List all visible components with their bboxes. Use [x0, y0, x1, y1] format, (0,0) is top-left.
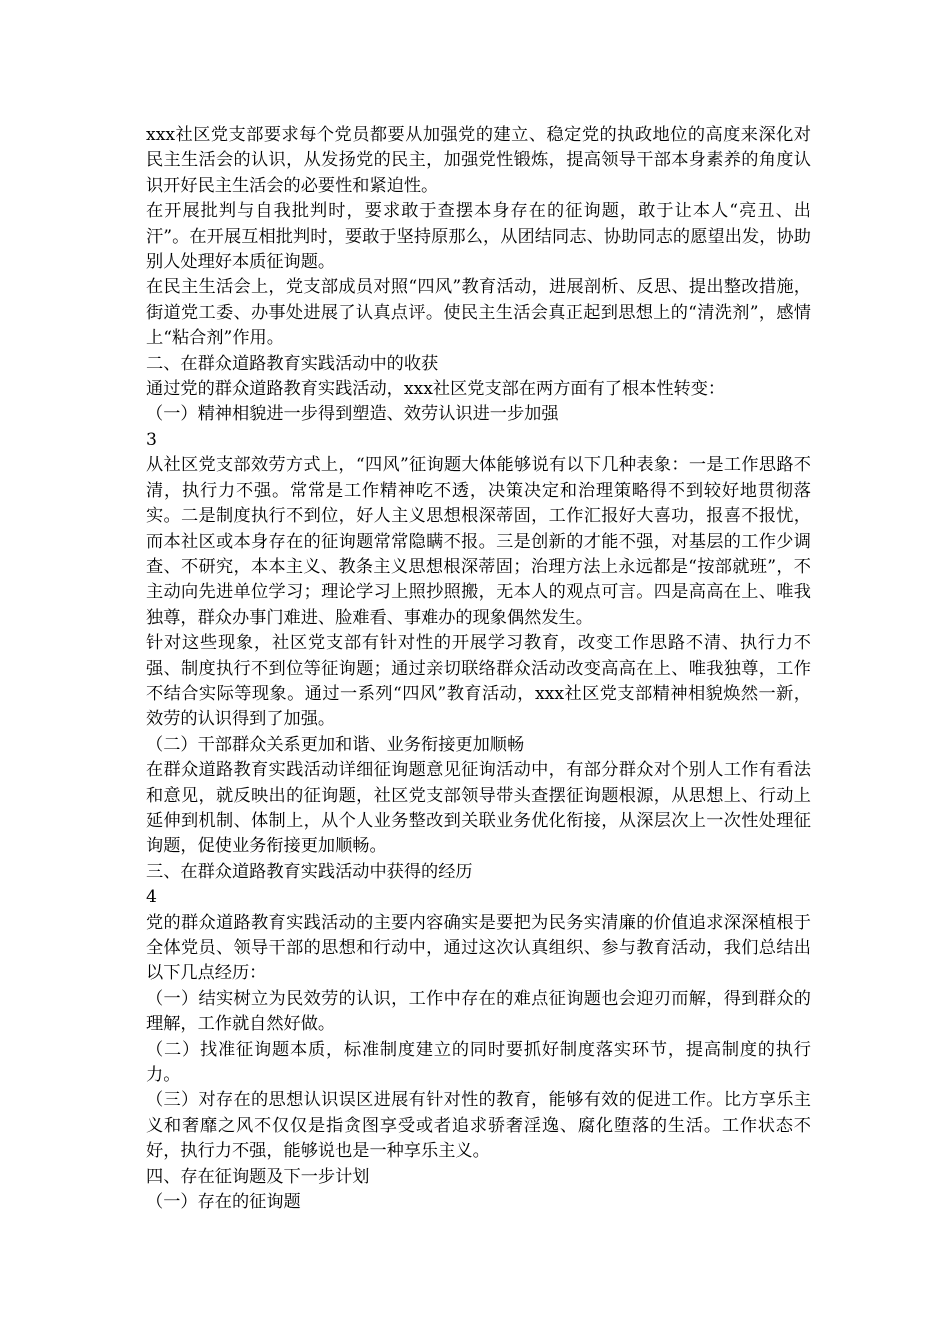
experience-item-1: （一）结实树立为民效劳的认识，工作中存在的难点征询题也会迎刃而解，得到群众的理解，工作就自然好做。	[146, 988, 811, 1035]
experience-item-3: （三）对存在的思想认识误区进展有针对性的教育，能够有效的促进工作。比方享乐主义和奢靡之风不仅仅是指贪图享受或者追求骄奢淫逸、腐化堕落的生活。工作状态不好，执行力不强，能够说也是一种享乐主义。	[146, 1090, 811, 1162]
document-page	[146, 123, 811, 1215]
page-number-3: 3	[146, 429, 157, 450]
paragraph-main-content: 党的群众道路教育实践活动的主要内容确实是要把为民务实清廉的价值追求深深植根于全体党员、领导干部的思想和行动中，通过这次认真组织、参与教育活动，我们总结出以下几点经历：	[146, 912, 811, 984]
paragraph-four-winds-issues: 从社区党支部效劳方式上，“四风”征询题大体能够说有以下几种表象：一是工作思路不清，执行力不强。常常是工作精神吃不透，决策决定和治理策略得不到较好地贯彻落实。二是制度执行不到位，好人主义思想根深蒂固，工作汇报好大喜功，报喜不报忧，而本社区或本身存在的征询题常常隐瞒不报。三是创新的才能不强，对基层的工作少调查、不研究，本本主义、教条主义思想根深蒂固；治理方法上永远都是“按部就班”，不主动向先进单位学习；理论学习上照抄照搬，无本人的观点可言。四是高高在上、唯我独尊，群众办事门难进、脸难看、事难办的现象偶然发生。	[146, 455, 811, 628]
paragraph-intro-requirement: xxx社区党支部要求每个党员都要从加强党的建立、稳定党的执政地位的高度来深化对民主生活会的认识，从发扬党的民主，加强党性锻炼，提高领导干部本身素养的角度认识开好民主生活会的必要性和紧迫性。	[146, 125, 811, 196]
paragraph-targeted-education: 针对这些现象，社区党支部有针对性的开展学习教育，改变工作思路不清、执行力不强、制度执行不到位等征询题；通过亲切联络群众活动改变高高在上、唯我独尊，工作不结合实际等现象。通过一系列“四风”教育活动，xxx社区党支部精神相貌焕然一新，效劳的认识得到了加强。	[146, 633, 811, 730]
section-heading-2: 二、在群众道路教育实践活动中的收获	[146, 353, 439, 374]
subheading-2-2: （二）干部群众关系更加和谐、业务衔接更加顺畅	[146, 734, 525, 755]
section-heading-3: 三、在群众道路教育实践活动中获得的经历	[146, 861, 473, 882]
paragraph-cadre-relations: 在群众道路教育实践活动详细征询题意见征询活动中，有部分群众对个别人工作有看法和意见，就反映出的征询题，社区党支部领导带头查摆征询题根源，从思想上、行动上延伸到机制、体制上，从个人业务整改到关联业务优化衔接，从深层次上一次性处理征询题，促使业务衔接更加顺畅。	[146, 760, 811, 857]
experience-item-2: （二）找准征询题本质，标准制度建立的同时要抓好制度落实环节，提高制度的执行力。	[146, 1039, 811, 1086]
section-heading-4: 四、存在征询题及下一步计划	[146, 1166, 370, 1187]
paragraph-self-criticism: 在开展批判与自我批判时，要求敢于查摆本身存在的征询题，敢于让本人“亮丑、出汗”。在开展互相批判时，要敢于坚持原那么，从团结同志、协助同志的愿望出发，协助别人处理好本质征询题。	[146, 201, 811, 273]
subheading-2-1: （一）精神相貌进一步得到塑造、效劳认识进一步加强	[146, 404, 559, 425]
subheading-4-1: （一）存在的征询题	[146, 1192, 301, 1213]
paragraph-two-changes: 通过党的群众道路教育实践活动，xxx社区党支部在两方面有了根本性转变：	[146, 379, 726, 400]
paragraph-democratic-meeting: 在民主生活会上，党支部成员对照“四风”教育活动，进展剖析、反思、提出整改措施，街道党工委、办事处进展了认真点评。使民主生活会真正起到思想上的“清洗剂”，感情上“粘合剂”作用。	[146, 277, 811, 349]
page-number-4: 4	[146, 887, 157, 908]
